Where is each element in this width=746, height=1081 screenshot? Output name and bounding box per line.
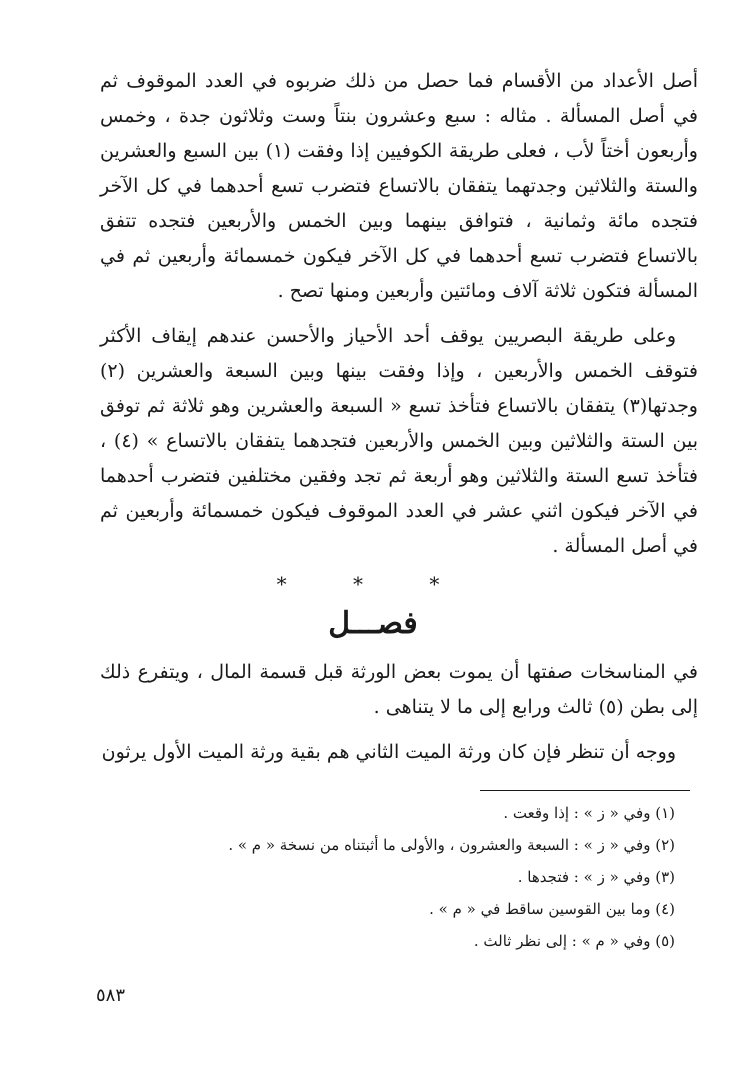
footnote-1: (١) وفي « ز » : إذا وقعت . (503, 804, 675, 822)
page-number: ٥٨٣ (96, 985, 126, 1006)
footnote-2: (٢) وفي « ز » : السبعة والعشرون ، والأولى ما أثبتناه من نسخة « م » . (228, 836, 675, 854)
section-text (100, 655, 698, 770)
paragraph-1: أصل الأعداد من الأقسام فما حصل من ذلك ضربوه في العدد الموقوف ثم في أصل المسألة . مثاله : سبع وعشرون بنتاً وست وثلاثون جدة ، وخمس وأربعون أختاً لأب ، فعلى طريقة الكوفيين إذا وفقت (١) بين السبع والعشرين والستة والثلاثين وجدتهما يتفقان بالاتساع فتضرب تسع أحدهما في كل الآخر فتجده مائة وثمانية ، فتوافق بينهما وبين الخمس والأربعين فتجده تتفق بالاتساع فتضرب تسع أحدهما في كل الآخر فيكون خمسمائة وأربعين ثم في المسألة فتكون ثلاثة آلاف ومائتين وأربعين ومنها تصح . (100, 70, 698, 302)
footnote-5: (٥) وفي « م » : إلى نظر ثالث . (473, 932, 675, 950)
section-heading: فصـــل (328, 606, 418, 641)
footnote-divider (480, 790, 690, 791)
footnote-4: (٤) وما بين القوسين ساقط في « م » . (429, 900, 675, 918)
section-paragraph-1: في المناسخات صفتها أن يموت بعض الورثة قبل قسمة المال ، ويتفرع ذلك إلى بطن (٥) ثالث ورابع إلى ما لا يتناهى . (100, 661, 698, 718)
paragraph-2: وعلى طريقة البصريين يوقف أحد الأحياز والأحسن عندهم إيقاف الأكثر فتوقف الخمس والأربعين ، وإذا وفقت بينها وبين السبعة والعشرين (٢) وجدتها(٣) يتفقان بالاتساع فتأخذ تسع « السبعة والعشرين وهو ثلاثة ثم توفق بين الستة والثلاثين وبين الخمس والأربعين فتجدهما يتفقان بالاتساع » (٤) ، فتأخذ تسع الستة والثلاثين وهو أربعة ثم تجد وفقين مختلفين فتضرب أحدهما في الآخر فيكون اثني عشر في العدد الموقوف فيكون خمسمائة وأربعين ثم في أصل المسألة . (100, 325, 698, 557)
footnote-3: (٣) وفي « ز » : فتجدها . (517, 868, 675, 886)
main-text (100, 64, 698, 564)
section-separator: * * * (276, 572, 470, 596)
footnotes (100, 797, 675, 957)
section-paragraph-2: ووجه أن تنظر فإن كان ورثة الميت الثاني هم بقية ورثة الميت الأول يرثون (101, 741, 676, 763)
